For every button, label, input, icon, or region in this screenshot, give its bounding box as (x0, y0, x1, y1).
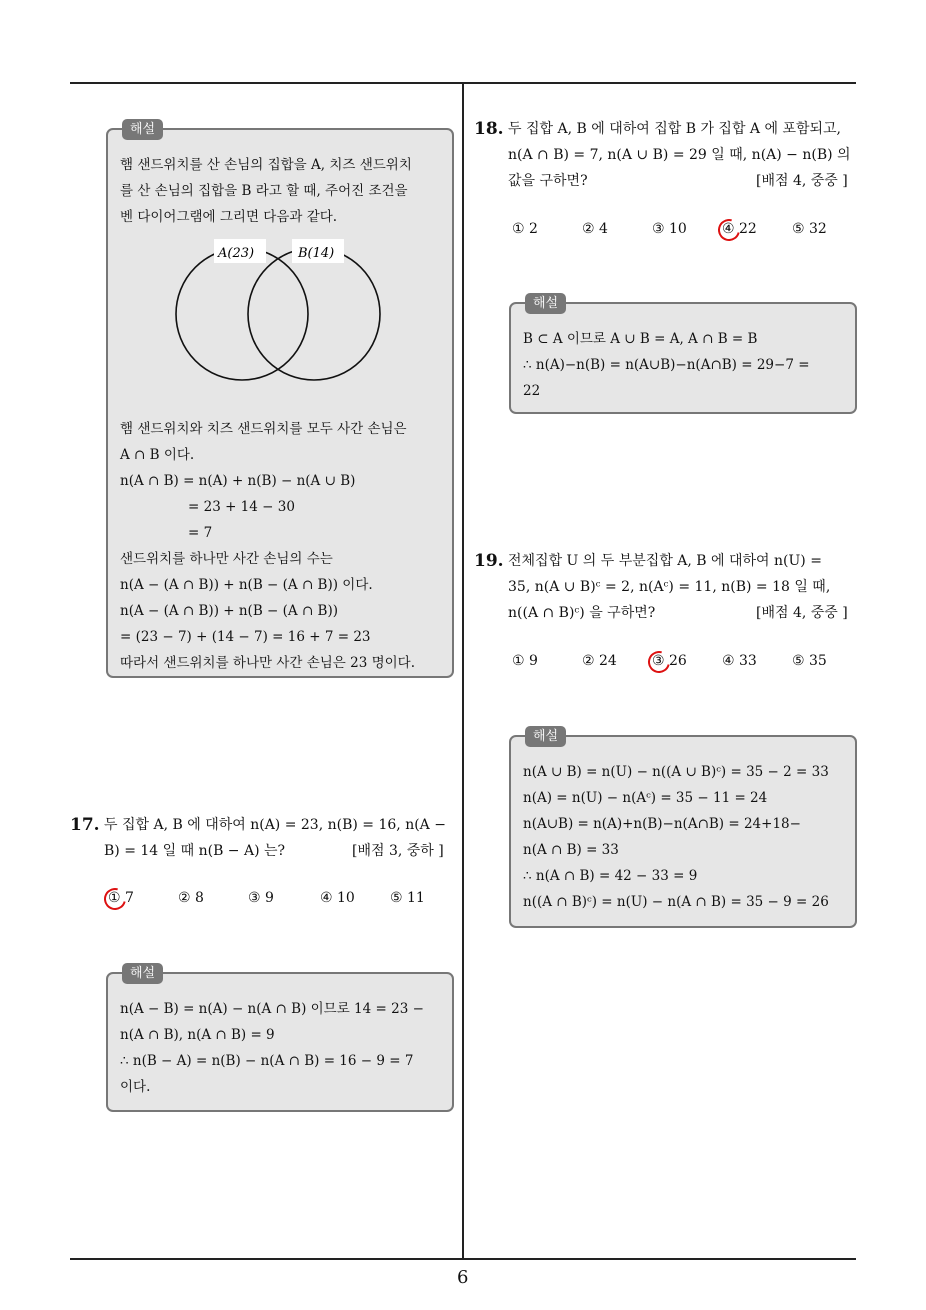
solution-line: = 23 + 14 − 30 (188, 499, 295, 515)
solution-line: 를 산 손님의 집합을 B 라고 할 때, 주어진 조건을 (120, 183, 408, 199)
choice-1[interactable]: ① 7 (108, 890, 134, 906)
choice-3[interactable]: ③ 26 (652, 653, 687, 669)
question-17 (70, 812, 460, 864)
choice-2[interactable]: ② 4 (582, 221, 608, 237)
choice-5[interactable]: ⑤ 35 (792, 653, 827, 669)
question-text: 35, n(A ∪ B)ᶜ = 2, n(Aᶜ) = 11, n(B) = 18 일 때, (508, 579, 831, 595)
choice-1[interactable]: ① 9 (512, 653, 538, 669)
question-text: 전체집합 U 의 두 부분집합 A, B 에 대하여 n(U) = (508, 553, 822, 569)
question-18 (474, 116, 860, 194)
question-text: 두 집합 A, B 에 대하여 n(A) = 23, n(B) = 16, n(A − (104, 817, 446, 833)
solution-line: ∴ n(A)−n(B) = n(A∪B)−n(A∩B) = 29−7 = (523, 357, 810, 373)
solution-line: = (23 − 7) + (14 − 7) = 16 + 7 = 23 (120, 629, 371, 645)
choice-1[interactable]: ① 2 (512, 221, 538, 237)
solution-line: 햄 샌드위치와 치즈 샌드위치를 모두 사간 손님은 (120, 421, 407, 437)
solution-line: n((A ∩ B)ᶜ) = n(U) − n(A ∩ B) = 35 − 9 = 26 (523, 894, 829, 910)
solution-line: 햄 샌드위치를 산 손님의 집합을 A, 치즈 샌드위치 (120, 157, 412, 173)
venn-circle-a (176, 248, 308, 380)
question-text: n((A ∩ B)ᶜ) 을 구하면? (508, 605, 656, 621)
question-score: [배점 3, 중하 ] (352, 843, 444, 859)
choice-3[interactable]: ③ 10 (652, 221, 687, 237)
solution-line: n(A) = n(U) − n(Aᶜ) = 35 − 11 = 24 (523, 790, 768, 806)
solution-box-17 (106, 966, 454, 1112)
answer-mark-icon (644, 647, 674, 677)
solution-line: n(A − (A ∩ B)) + n(B − (A ∩ B)) (120, 603, 339, 619)
solution-box-venn (106, 122, 454, 678)
answer-mark-icon (714, 215, 744, 245)
solution-line: n(A ∩ B), n(A ∩ B) = 9 (120, 1027, 275, 1043)
solution-line: n(A ∪ B) = n(U) − n((A ∪ B)ᶜ) = 35 − 2 = 33 (523, 764, 829, 780)
question-number: 19. (474, 551, 504, 571)
solution-box-19 (509, 729, 857, 928)
solution-line: A ∩ B 이다. (120, 447, 195, 463)
bottom-rule (70, 1258, 856, 1260)
choices-19 (512, 653, 852, 675)
solution-line: 벤 다이어그램에 그리면 다음과 같다. (120, 209, 338, 225)
choice-5[interactable]: ⑤ 32 (792, 221, 827, 237)
solution-line: ∴ n(A ∩ B) = 42 − 33 = 9 (523, 868, 698, 884)
choice-4[interactable]: ④ 33 (722, 653, 757, 669)
column-divider (462, 82, 464, 1258)
venn-circle-b (248, 248, 380, 380)
solution-tag: 해설 (122, 963, 163, 984)
question-number: 17. (70, 815, 100, 835)
venn-label-a: A(23) (218, 246, 255, 261)
solution-tag: 해설 (525, 293, 566, 314)
venn-label-b: B(14) (298, 246, 335, 261)
question-score: [배점 4, 중중 ] (756, 605, 848, 621)
solution-tag: 해설 (525, 726, 566, 747)
choices-17 (108, 890, 448, 912)
venn-diagram (166, 236, 396, 386)
solution-line: n(A ∩ B) = 33 (523, 842, 619, 858)
question-19 (474, 548, 860, 626)
question-number: 18. (474, 119, 504, 139)
solution-line: 따라서 샌드위치를 하나만 사간 손님은 23 명이다. (120, 655, 415, 671)
choice-4[interactable]: ④ 22 (722, 221, 757, 237)
solution-line: n(A∪B) = n(A)+n(B)−n(A∩B) = 24+18− (523, 816, 801, 832)
solution-line: n(A − B) = n(A) − n(A ∩ B) 이므로 14 = 23 − (120, 1001, 424, 1017)
question-text: B) = 14 일 때 n(B − A) 는? (104, 843, 286, 859)
choice-2[interactable]: ② 8 (178, 890, 204, 906)
choice-4[interactable]: ④ 10 (320, 890, 355, 906)
solution-line: n(A ∩ B) = n(A) + n(B) − n(A ∪ B) (120, 473, 356, 489)
solution-line: n(A − (A ∩ B)) + n(B − (A ∩ B)) 이다. (120, 577, 373, 593)
solution-line: 이다. (120, 1079, 151, 1095)
choice-3[interactable]: ③ 9 (248, 890, 274, 906)
question-text: n(A ∩ B) = 7, n(A ∪ B) = 29 일 때, n(A) − n(B) 의 (508, 147, 851, 163)
solution-line: 22 (523, 383, 541, 399)
solution-tag: 해설 (122, 119, 163, 140)
choice-5[interactable]: ⑤ 11 (390, 890, 425, 906)
answer-mark-icon (100, 884, 130, 914)
solution-line: B ⊂ A 이므로 A ∪ B = A, A ∩ B = B (523, 331, 758, 347)
choices-18 (512, 221, 852, 243)
solution-line: 샌드위치를 하나만 사간 손님의 수는 (120, 551, 333, 567)
question-text: 값을 구하면? (508, 173, 588, 189)
solution-box-18 (509, 296, 857, 414)
page-number: 6 (457, 1267, 469, 1288)
solution-line: = 7 (188, 525, 213, 541)
choice-2[interactable]: ② 24 (582, 653, 617, 669)
solution-line: ∴ n(B − A) = n(B) − n(A ∩ B) = 16 − 9 = 7 (120, 1053, 414, 1069)
question-score: [배점 4, 중중 ] (756, 173, 848, 189)
question-text: 두 집합 A, B 에 대하여 집합 B 가 집합 A 에 포함되고, (508, 121, 842, 137)
